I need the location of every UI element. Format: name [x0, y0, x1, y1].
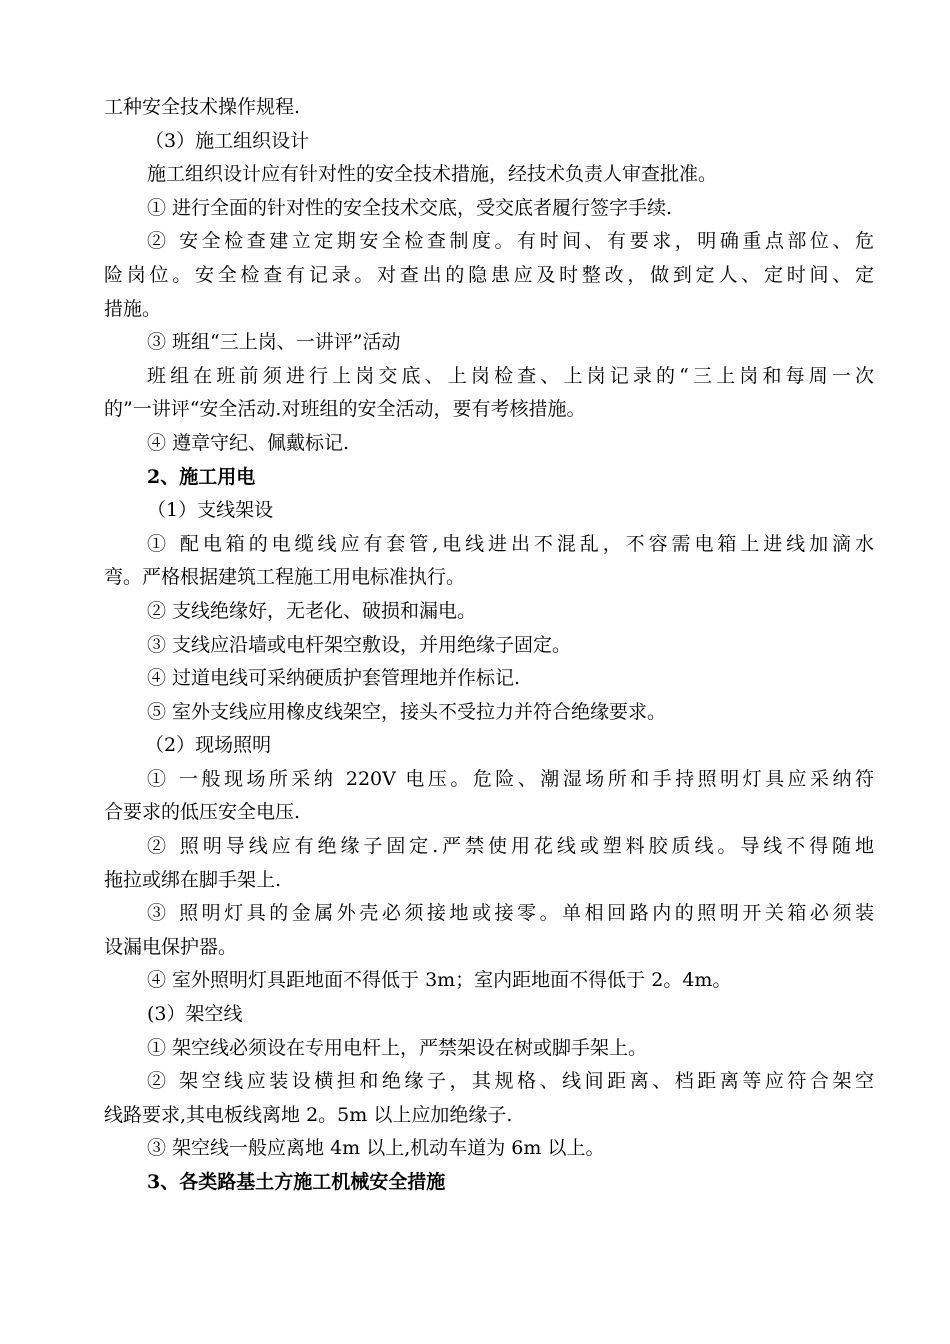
paragraph-line: 弯。严格根据建筑工程施工用电标准执行。	[104, 566, 466, 589]
paragraph-line: 拖拉或绑在脚手架上.	[104, 868, 282, 891]
list-item: ③ 架空线一般应离地 4m 以上,机动车道为 6m 以上。	[147, 1137, 605, 1160]
list-item: ③ 照明灯具的金属外壳必须接地或接零。单相回路内的照明开关箱必须装	[147, 902, 874, 925]
subsection-heading: （2）现场照明	[145, 734, 272, 757]
paragraph-line: 措施。	[104, 297, 162, 320]
subsection-heading: （3）施工组织设计	[145, 129, 310, 152]
paragraph-line: 险岗位。安全检查有记录。对查出的隐患应及时整改，做到定人、定时间、定	[104, 263, 874, 286]
paragraph-line: 合要求的低压安全电压.	[104, 801, 301, 824]
list-item: ⑤ 室外支线应用橡皮线架空，接头不受拉力并符合绝缘要求。	[147, 700, 667, 723]
list-item: ① 进行全面的针对性的安全技术交底，受交底者履行签字手续.	[147, 196, 673, 219]
list-item: ① 配电箱的电缆线应有套管,电线进出不混乱，不容需电箱上进线加滴水	[147, 532, 874, 555]
list-item: ② 照明导线应有绝缘子固定.严禁使用花线或塑料胶质线。导线不得随地	[147, 835, 874, 858]
paragraph-line: 工种安全技术操作规程.	[104, 96, 301, 118]
document-body	[104, 91, 874, 1200]
list-item: ① 架空线必须设在专用电杆上，严禁架设在树或脚手架上。	[147, 1036, 648, 1059]
paragraph-line: 的”一讲评“安全活动.对班组的安全活动，要有考核措施。	[104, 398, 586, 421]
list-item: ③ 支线应沿墙或电杆架空敷设，并用绝缘子固定。	[147, 633, 572, 656]
list-item: ④ 遵章守纪、佩戴标记.	[147, 431, 350, 454]
paragraph-line: 线路要求,其电板线离地 2。5m 以上应加绝缘子.	[104, 1103, 513, 1126]
subsection-heading: (3）架空线	[147, 1003, 243, 1026]
subsection-heading: （1）支线架设	[147, 499, 274, 522]
list-item: ④ 室外照明灯具距地面不得低于 3m；室内距地面不得低于 2。4m。	[147, 969, 732, 992]
paragraph-line: 施工组织设计应有针对性的安全技术措施，经技术负责人审查批准。	[147, 163, 718, 186]
list-item: ② 架空线应装设横担和绝缘子，其规格、线间距离、档距离等应符合架空	[147, 1070, 874, 1093]
list-item: ② 支线绝缘好，无老化、破损和漏电。	[147, 599, 477, 622]
section-heading: 2、施工用电	[147, 465, 256, 488]
section-heading: 3、各类路基土方施工机械安全措施	[147, 1171, 446, 1193]
list-item: ③ 班组“三上岗、一讲评”活动	[147, 331, 401, 354]
list-item: ① 一般现场所采纳 220V 电压。危险、潮湿场所和手持照明灯具应采纳符	[147, 767, 874, 790]
list-item: ④ 过道电线可采纳硬质护套管理地并作标记.	[147, 667, 521, 690]
list-item: ② 安全检查建立定期安全检查制度。有时间、有要求，明确重点部位、危	[147, 230, 874, 253]
paragraph-line: 设漏电保护器。	[104, 935, 238, 958]
paragraph-line: 班组在班前须进行上岗交底、上岗检查、上岗记录的“三上岗和每周一次	[147, 364, 874, 387]
